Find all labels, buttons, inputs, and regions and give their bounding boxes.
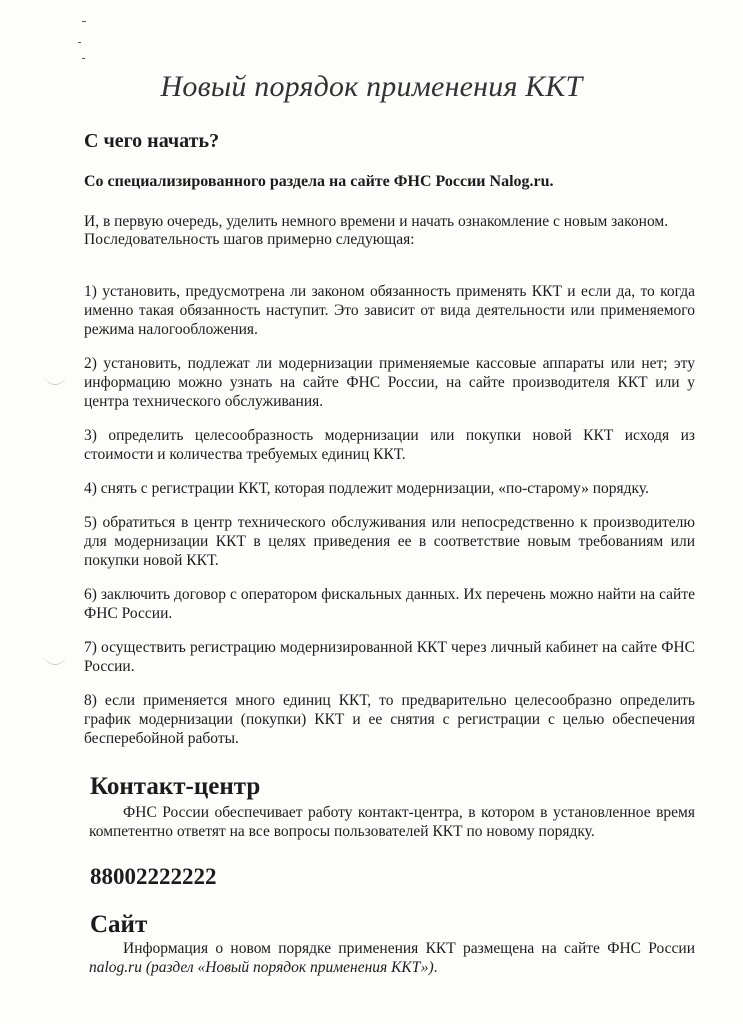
section-heading-start: С чего начать? bbox=[84, 130, 220, 152]
lead-paragraph: Со специализированного раздела на сайте ФНС России Nalog.ru. bbox=[84, 173, 554, 190]
step-item: 8) если применяется много единиц ККТ, то предварительно целесообразно определить график модернизации (покупки) ККТ и ее снятия с регистрации с целью обеспечения бесперебойной работы. bbox=[84, 692, 695, 747]
step-item: 7) осуществить регистрацию модернизированной ККТ через личный кабинет на сайте ФНС России. bbox=[84, 639, 695, 675]
step-item: 6) заключить договор с оператором фискальных данных. Их перечень можно найти на сайте ФНС России. bbox=[84, 586, 695, 622]
contact-center-paragraph: ФНС России обеспечивает работу контакт-центра, в котором в установленное время компетентно ответят на все вопросы пользователей ККТ по новому порядку. bbox=[89, 804, 695, 840]
step-item: 3) определить целесообразность модернизации или покупки новой ККТ исходя из стоимости и количества требуемых единиц ККТ. bbox=[84, 427, 695, 463]
intro-line: И, в первую очередь, уделить немного времени и начать ознакомление с новым законом. bbox=[84, 213, 669, 230]
scan-mark bbox=[82, 21, 86, 22]
step-item: 1) установить, предусмотрена ли законом обязанность применять ККТ и если да, то когда именно такая обязанность наступит. Это зависит от вида деятельности или применяемого режима налогообложения. bbox=[84, 283, 695, 338]
site-text-end: . bbox=[433, 959, 438, 976]
scan-mark bbox=[78, 42, 81, 43]
contact-center-heading: Контакт-центр bbox=[90, 773, 261, 800]
step-item: 4) снять с регистрации ККТ, которая подлежит модернизации, «по-старому» порядку. bbox=[84, 480, 649, 497]
step-item: 5) обратиться в центр технического обслуживания или непосредственно к производителю для модернизации ККТ в целях приведения ее в соответствие новым требованиям или покупки новой ККТ. bbox=[84, 514, 695, 569]
hotline-phone-number: 88002222222 bbox=[90, 864, 217, 889]
step-item: 2) установить, подлежат ли модернизации применяемые кассовые аппараты или нет; эту информацию можно узнать на сайте ФНС России, на сайте производителя ККТ или у центра технического обслуживания. bbox=[84, 355, 695, 410]
site-paragraph bbox=[89, 939, 695, 977]
site-heading: Сайт bbox=[90, 911, 148, 938]
site-text-link-reference: nalog.ru (раздел «Новый порядок применения ККТ») bbox=[89, 959, 434, 976]
punch-hole-mark bbox=[44, 372, 66, 385]
intro-line: Последовательность шагов примерно следующая: bbox=[84, 231, 415, 248]
site-text-plain: Информация о новом порядке применения ККТ размещена на сайте ФНС России bbox=[123, 940, 695, 957]
intro-paragraph bbox=[84, 213, 696, 249]
document-title: Новый порядок применения ККТ bbox=[160, 70, 583, 103]
steps-list bbox=[84, 282, 695, 763]
scan-mark bbox=[82, 58, 85, 59]
punch-hole-mark bbox=[44, 652, 66, 665]
